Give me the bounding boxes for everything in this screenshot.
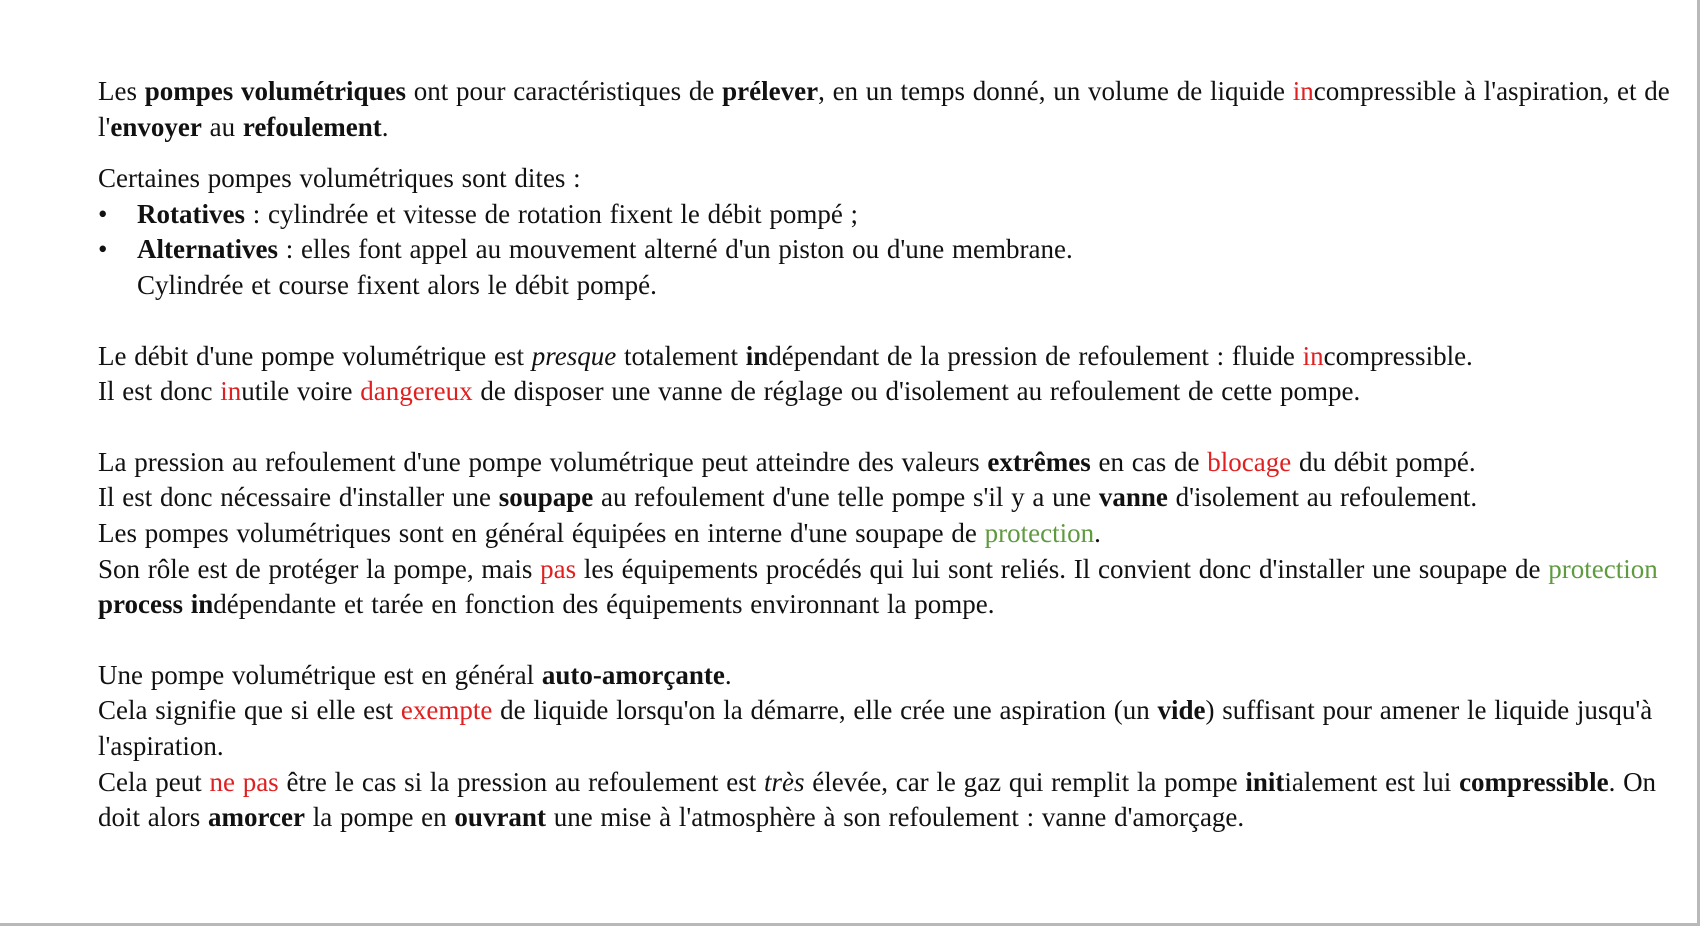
paragraph-definition: Les pompes volumétriques ont pour caractéristiques de prélever, en un temps donné, un volume de liquide incompressible à l'aspiration, et de l'envoyer au refoulement. [98,76,1670,142]
paragraph-types [98,161,1670,303]
bullet: • [98,198,108,229]
paragraph-flow: Le débit d'une pompe volumétrique est presque totalement indépendant de la pression de refoulement : fluide incompressible. Il est donc inutile voire dangereux de disposer une vanne de réglage ou d'isolement au refoulement de cette pompe. [98,340,1473,407]
paragraph-priming: Une pompe volumétrique est en général auto-amorçante. Cela signifie que si elle est exempte de liquide lorsqu'on la démarre, elle crée une aspiration (un vide) suffisant pour amener le liquide jusqu'à l'aspiration. Cela peut ne pas être le cas si la pression au refoulement est très élevée, car le gaz qui remplit la pompe initialement est lui compressible. On doit alors amorcer la pompe en ouvrant une mise à l'atmosphère à son refoulement : vanne d'amorçage. [98,659,1657,833]
paragraph-pressure: La pression au refoulement d'une pompe volumétrique peut atteindre des valeurs extrêmes en cas de blocage du débit pompé. Il est donc nécessaire d'installer une soupape au refoulement d'une telle pompe s'il y a une vanne d'isolement au refoulement. Les pompes volumétriques sont en général équipées en interne d'une soupape de protection. Son rôle est de protéger la pompe, mais pas les équipements procédés qui lui sont reliés. Il convient donc d'installer une soupape de protection process indépendante et tarée en fonction des équipements environnant la pompe. [98,446,1658,620]
list-item-rotatives: • Rotatives : cylindrée et vitesse de rotation fixent le débit pompé ; [98,197,1670,233]
bullet: • [98,234,108,265]
types-intro: Certaines pompes volumétriques sont dites : [98,163,581,194]
list-item-alternatives: • Alternatives : elles font appel au mouvement alterné d'un piston ou d'une membrane. [98,232,1670,268]
list-item-alternatives-continuation: Cylindrée et course fixent alors le débit pompé. [137,269,657,300]
document-body [98,74,1670,836]
